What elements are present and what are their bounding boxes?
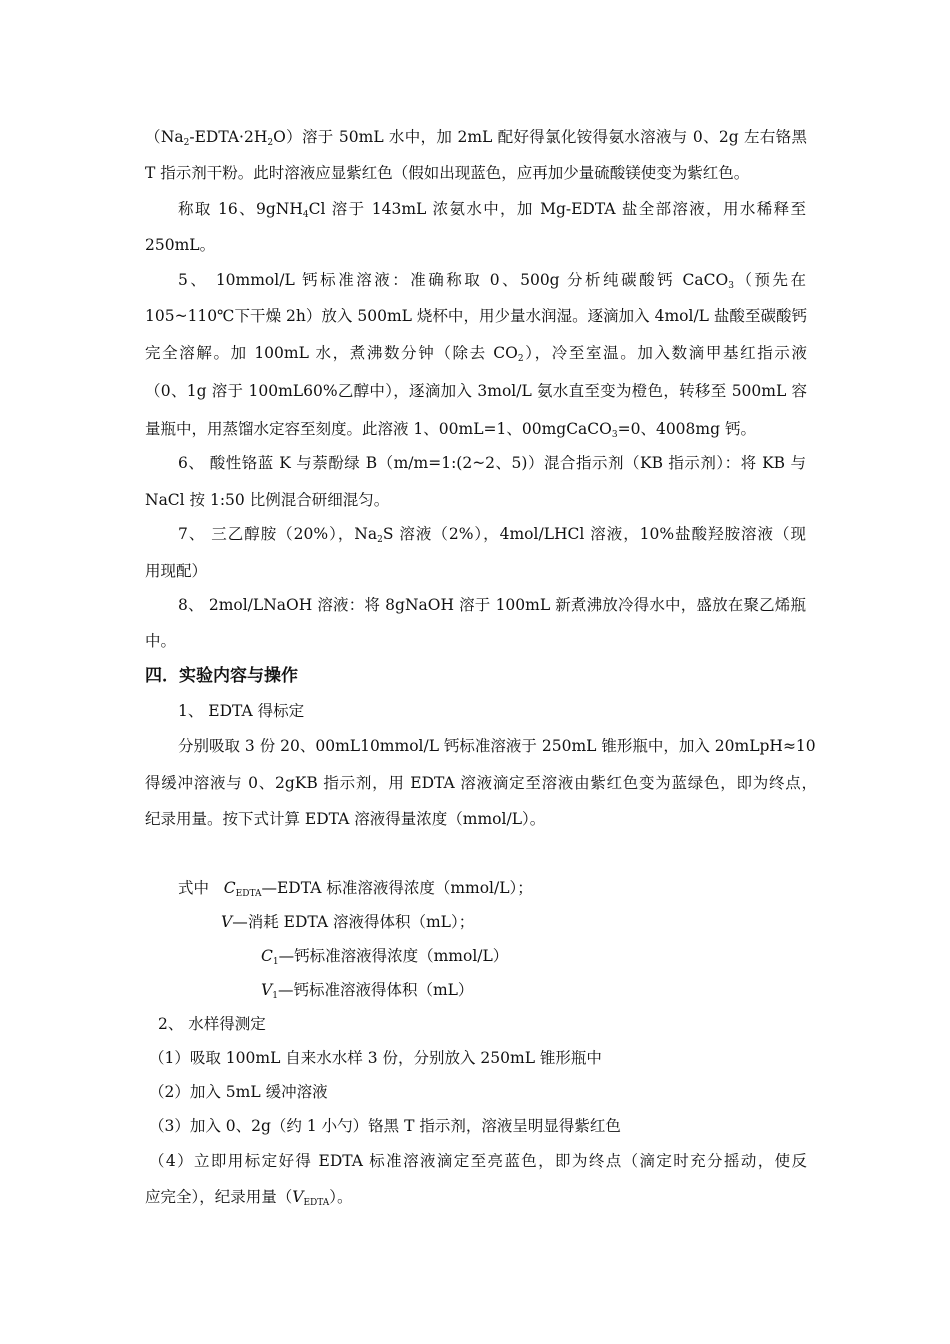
text-line: 应完全），纪录用量$(V_{EDTA})$。 — [145, 1188, 353, 1208]
text-line: 用现配） — [145, 562, 208, 580]
text-line: 称取 16、9gNH$_4$Cl 溶于 143mL 浓氨水中，加 Mg-EDTA 盐全部溶液，用水稀释至 — [178, 200, 806, 220]
step-item: （1）吸取 100mL 自来水水样 3 份，分别放入 250mL 锥形瓶中 — [149, 1049, 602, 1067]
text-line: 完全溶解。加 100mL 水，煮沸数分钟（除去 $CO_2$），冷至室温。加入数滴甲基红指示液 — [145, 344, 807, 364]
step-item: （2）加入 5mL 缓冲溶液 — [149, 1083, 328, 1101]
text-line: T 指示剂干粉。此时溶液应显紫红色（假如出现蓝色，应再加少量硫酸镁使变为紫红色。 — [145, 164, 750, 182]
text-line: 量瓶中，用蒸馏水定容至刻度。此溶液 1、00mL=1、00mgCaCO$_3$=0、4008mg 钙。 — [145, 420, 756, 440]
text-line: 得缓冲溶液与 0、2gKB 指示剂，用 EDTA 溶液滴定至溶液由紫红色变为蓝绿色，即为终点， — [145, 774, 817, 792]
text-line: 分别吸取 3 份 20、00mL10mmol/L 钙标准溶液于 250mL 锥形瓶中，加入 20mLpH≈10 — [178, 737, 816, 755]
section-heading: 四．实验内容与操作 — [145, 666, 298, 686]
text-line: 5、 10mmol/L 钙标准溶液：准确称取 0、500g 分析纯碳酸钙 CaCO$_3$（预先在 — [178, 271, 806, 291]
text-line: 105~110℃下干燥 2h）放入 500mL 烧杯中，用少量水润湿。逐滴加入 4mol/L 盐酸至碳酸钙 — [145, 307, 807, 325]
text-line: 7、 三乙醇胺（20%），$Na_2S$ 溶液（2%），4mol/LHCl 溶液，10%盐酸羟胺溶液（现 — [178, 525, 807, 545]
text-line: 250mL。 — [145, 236, 216, 254]
text-line: 中。 — [145, 632, 177, 650]
step-item: （4）立即用标定好得 EDTA 标准溶液滴定至亮蓝色，即为终点（滴定时充分摇动，使反 — [149, 1152, 807, 1170]
text-line: $(Na_2-EDTA\cdot 2H_2O)$溶于 50mL 水中，加 2mL 配好得氯化铵得氨水溶液与 0、2g 左右铬黑 — [145, 128, 807, 148]
text-line: 6、 酸性铬蓝 K 与萘酚绿 B（m/m=1:(2~2、5)）混合指示剂（KB 指示剂）：将 KB 与 — [178, 454, 806, 472]
text-line: 8、 2mol/LNaOH 溶液：将 8gNaOH 溶于 100mL 新煮沸放冷得水中，盛放在聚乙烯瓶 — [178, 596, 806, 614]
formula-def-v1: $V_1—$钙标准溶液得体积（mL） — [261, 981, 474, 1001]
text-line: （0、1g 溶于 100mL60%乙醇中），逐滴加入 3mol/L 氨水直至变为橙色，转移至 500mL 容 — [145, 382, 807, 400]
formula-def-cedta: 式中 $C_{EDTA}—EDTA$ 标准溶液得浓度（mmol/L）； — [178, 879, 533, 899]
subsection-title: 1、 EDTA 得标定 — [178, 702, 305, 720]
formula-def-c1: $C_1—$钙标准溶液得浓度（mmol/L） — [261, 947, 509, 967]
subsection-title: 2、 水样得测定 — [158, 1015, 266, 1033]
formula-def-v: V—消耗 EDTA 溶液得体积（mL）； — [221, 913, 475, 931]
text-line: NaCl 按 1:50 比例混合研细混匀。 — [145, 491, 390, 509]
text-line: 纪录用量。按下式计算 EDTA 溶液得量浓度（mmol/L）。 — [145, 810, 546, 828]
step-item: （3）加入 0、2g（约 1 小勺）铬黑 T 指示剂，溶液呈明显得紫红色 — [149, 1117, 621, 1135]
